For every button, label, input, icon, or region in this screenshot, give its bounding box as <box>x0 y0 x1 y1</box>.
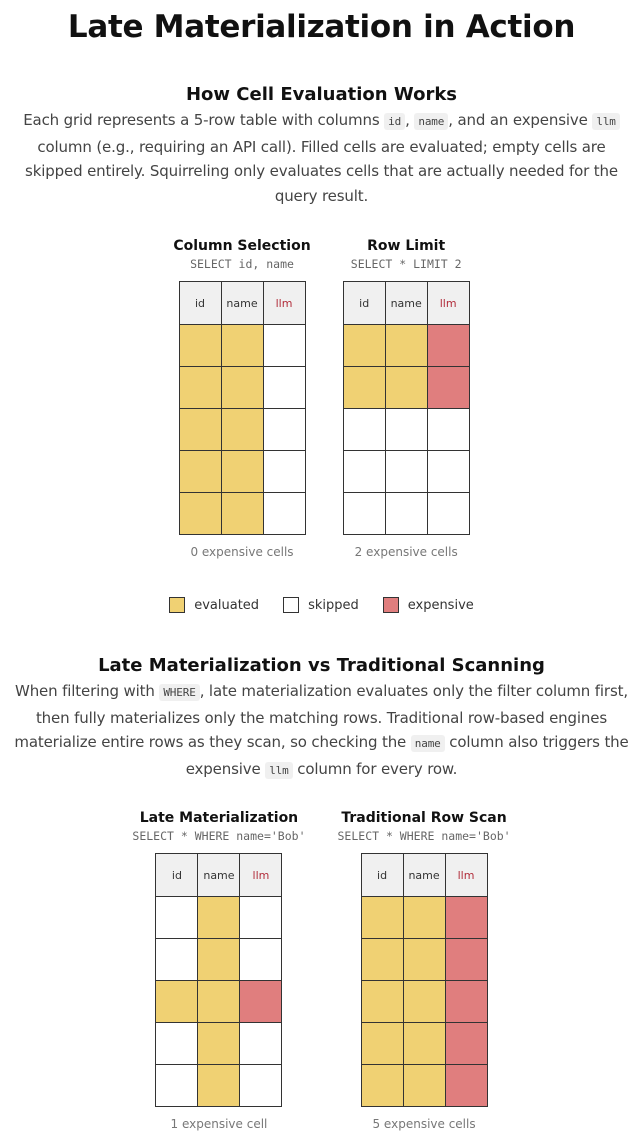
table-row <box>361 1023 487 1065</box>
table-row <box>179 451 305 493</box>
cell-evaluated <box>179 367 221 409</box>
cell-expensive <box>445 1023 487 1065</box>
legend-item-expensive <box>383 597 474 613</box>
cell-skipped <box>156 1065 198 1107</box>
cell-skipped <box>385 409 427 451</box>
legend-label: evaluated <box>194 597 260 613</box>
code-where: WHERE <box>159 684 199 701</box>
cell-evaluated <box>343 367 385 409</box>
cell-expensive <box>445 1065 487 1107</box>
cell-grid <box>155 853 282 1107</box>
cell-expensive <box>445 939 487 981</box>
cell-skipped <box>263 409 305 451</box>
cell-expensive <box>240 981 282 1023</box>
cell-evaluated <box>385 367 427 409</box>
desc-text: Each grid represents a 5-row table with columns <box>23 111 385 129</box>
cell-skipped <box>427 493 469 535</box>
table-row <box>343 367 469 409</box>
table-row <box>156 897 282 939</box>
column-header-id: id <box>361 854 403 897</box>
cell-evaluated <box>179 451 221 493</box>
cell-expensive <box>427 367 469 409</box>
cell-skipped <box>343 451 385 493</box>
section-description <box>7 679 637 783</box>
cell-skipped <box>263 451 305 493</box>
desc-text: , <box>405 111 415 129</box>
column-header-id: id <box>343 282 385 325</box>
section-title-late-vs-traditional: Late Materialization vs Traditional Scanning <box>98 655 545 676</box>
cell-skipped <box>263 325 305 367</box>
legend-item-skipped <box>283 597 359 613</box>
cell-skipped <box>263 493 305 535</box>
cell-evaluated <box>198 1023 240 1065</box>
column-header-name: name <box>198 854 240 897</box>
cell-evaluated <box>179 409 221 451</box>
cell-evaluated <box>221 409 263 451</box>
desc-text: , late materialization evaluates only the filter column first, then fully materializes only the matching rows. Traditional row-based engines materialize entire rows as they scan, so checking the <box>14 682 628 751</box>
table-row <box>343 451 469 493</box>
cell-skipped <box>263 367 305 409</box>
cell-skipped <box>240 897 282 939</box>
cell-evaluated <box>403 1065 445 1107</box>
table-row <box>179 409 305 451</box>
code-llm: llm <box>592 113 619 130</box>
code-llm: llm <box>265 762 292 779</box>
table-row <box>343 493 469 535</box>
cell-expensive <box>427 325 469 367</box>
column-header-name: name <box>403 854 445 897</box>
section-description <box>7 108 637 208</box>
column-header-name: name <box>385 282 427 325</box>
cell-evaluated <box>385 325 427 367</box>
grid-title: Row Limit <box>367 238 446 254</box>
code-name: name <box>411 735 445 752</box>
cell-evaluated <box>156 981 198 1023</box>
cell-evaluated <box>403 981 445 1023</box>
grid-query: SELECT id, name <box>190 257 294 271</box>
legend-label: skipped <box>308 597 359 613</box>
cell-evaluated <box>198 981 240 1023</box>
grid-title: Traditional Row Scan <box>341 810 507 826</box>
cell-expensive <box>445 981 487 1023</box>
column-header-name: name <box>221 282 263 325</box>
grid-caption: 1 expensive cell <box>170 1117 268 1131</box>
cell-skipped <box>343 493 385 535</box>
cell-evaluated <box>198 939 240 981</box>
grid-caption: 5 expensive cells <box>372 1117 476 1131</box>
column-header-id: id <box>156 854 198 897</box>
grid-row-limit <box>343 237 470 560</box>
table-row <box>156 981 282 1023</box>
grid-late-materialization <box>132 809 305 1132</box>
grid-query: SELECT * WHERE name='Bob' <box>132 829 306 843</box>
cell-grid <box>361 853 488 1107</box>
cell-skipped <box>427 409 469 451</box>
code-id: id <box>384 113 405 130</box>
grid-column-selection <box>173 237 310 560</box>
cell-grid <box>179 281 306 535</box>
cell-evaluated <box>403 897 445 939</box>
cell-skipped <box>385 493 427 535</box>
cell-evaluated <box>179 325 221 367</box>
cell-skipped <box>343 409 385 451</box>
grid-traditional-row-scan <box>338 809 511 1132</box>
table-row <box>156 1065 282 1107</box>
table-row <box>343 325 469 367</box>
cell-evaluated <box>198 1065 240 1107</box>
table-row <box>361 981 487 1023</box>
cell-evaluated <box>198 897 240 939</box>
cell-evaluated <box>179 493 221 535</box>
table-row <box>361 1065 487 1107</box>
cell-evaluated <box>361 1065 403 1107</box>
grid-group-1 <box>0 237 643 560</box>
cell-evaluated <box>361 897 403 939</box>
legend-label: expensive <box>407 597 474 613</box>
desc-text: When filtering with <box>15 682 160 700</box>
legend <box>0 597 643 613</box>
column-header-id: id <box>179 282 221 325</box>
cell-skipped <box>385 451 427 493</box>
cell-expensive <box>445 897 487 939</box>
cell-skipped <box>156 939 198 981</box>
cell-evaluated <box>221 367 263 409</box>
cell-skipped <box>156 897 198 939</box>
table-row <box>179 367 305 409</box>
table-row <box>343 409 469 451</box>
column-header-llm: llm <box>240 854 282 897</box>
code-name: name <box>414 113 448 130</box>
section-title-cell-evaluation: How Cell Evaluation Works <box>185 84 458 105</box>
grid-group-2 <box>0 809 643 1132</box>
desc-text: column for every row. <box>292 759 458 778</box>
legend-item-evaluated <box>169 597 259 613</box>
table-row <box>361 897 487 939</box>
cell-skipped <box>240 1023 282 1065</box>
cell-evaluated <box>361 981 403 1023</box>
cell-skipped <box>240 1065 282 1107</box>
cell-skipped <box>156 1023 198 1065</box>
cell-evaluated <box>403 1023 445 1065</box>
grid-query: SELECT * LIMIT 2 <box>350 257 462 271</box>
column-header-llm: llm <box>263 282 305 325</box>
desc-text: column (e.g., requiring an API call). Filled cells are evaluated; empty cells are skipped entirely. Squirreling only evaluates cells that are actually needed for the query result. <box>25 137 618 205</box>
desc-text: , and an expensive <box>448 111 593 129</box>
grid-query: SELECT * WHERE name='Bob' <box>337 829 511 843</box>
cell-evaluated <box>343 325 385 367</box>
grid-title: Column Selection <box>173 238 311 254</box>
table-row <box>361 939 487 981</box>
grid-title: Late Materialization <box>139 810 299 826</box>
column-header-llm: llm <box>427 282 469 325</box>
cell-evaluated <box>221 493 263 535</box>
cell-skipped <box>427 451 469 493</box>
cell-grid <box>343 281 470 535</box>
cell-evaluated <box>361 1023 403 1065</box>
grid-caption: 2 expensive cells <box>354 545 458 559</box>
cell-evaluated <box>221 325 263 367</box>
page-title: Late Materialization in Action <box>67 9 576 45</box>
cell-skipped <box>240 939 282 981</box>
cell-evaluated <box>221 451 263 493</box>
table-row <box>179 325 305 367</box>
desc-text: column also triggers the expensive <box>185 733 629 778</box>
legend-swatch-skipped <box>283 597 299 613</box>
legend-swatch-evaluated <box>169 597 185 613</box>
column-header-llm: llm <box>445 854 487 897</box>
table-row <box>179 493 305 535</box>
grid-caption: 0 expensive cells <box>190 545 294 559</box>
table-row <box>156 939 282 981</box>
cell-evaluated <box>361 939 403 981</box>
legend-swatch-expensive <box>383 597 399 613</box>
cell-evaluated <box>403 939 445 981</box>
table-row <box>156 1023 282 1065</box>
